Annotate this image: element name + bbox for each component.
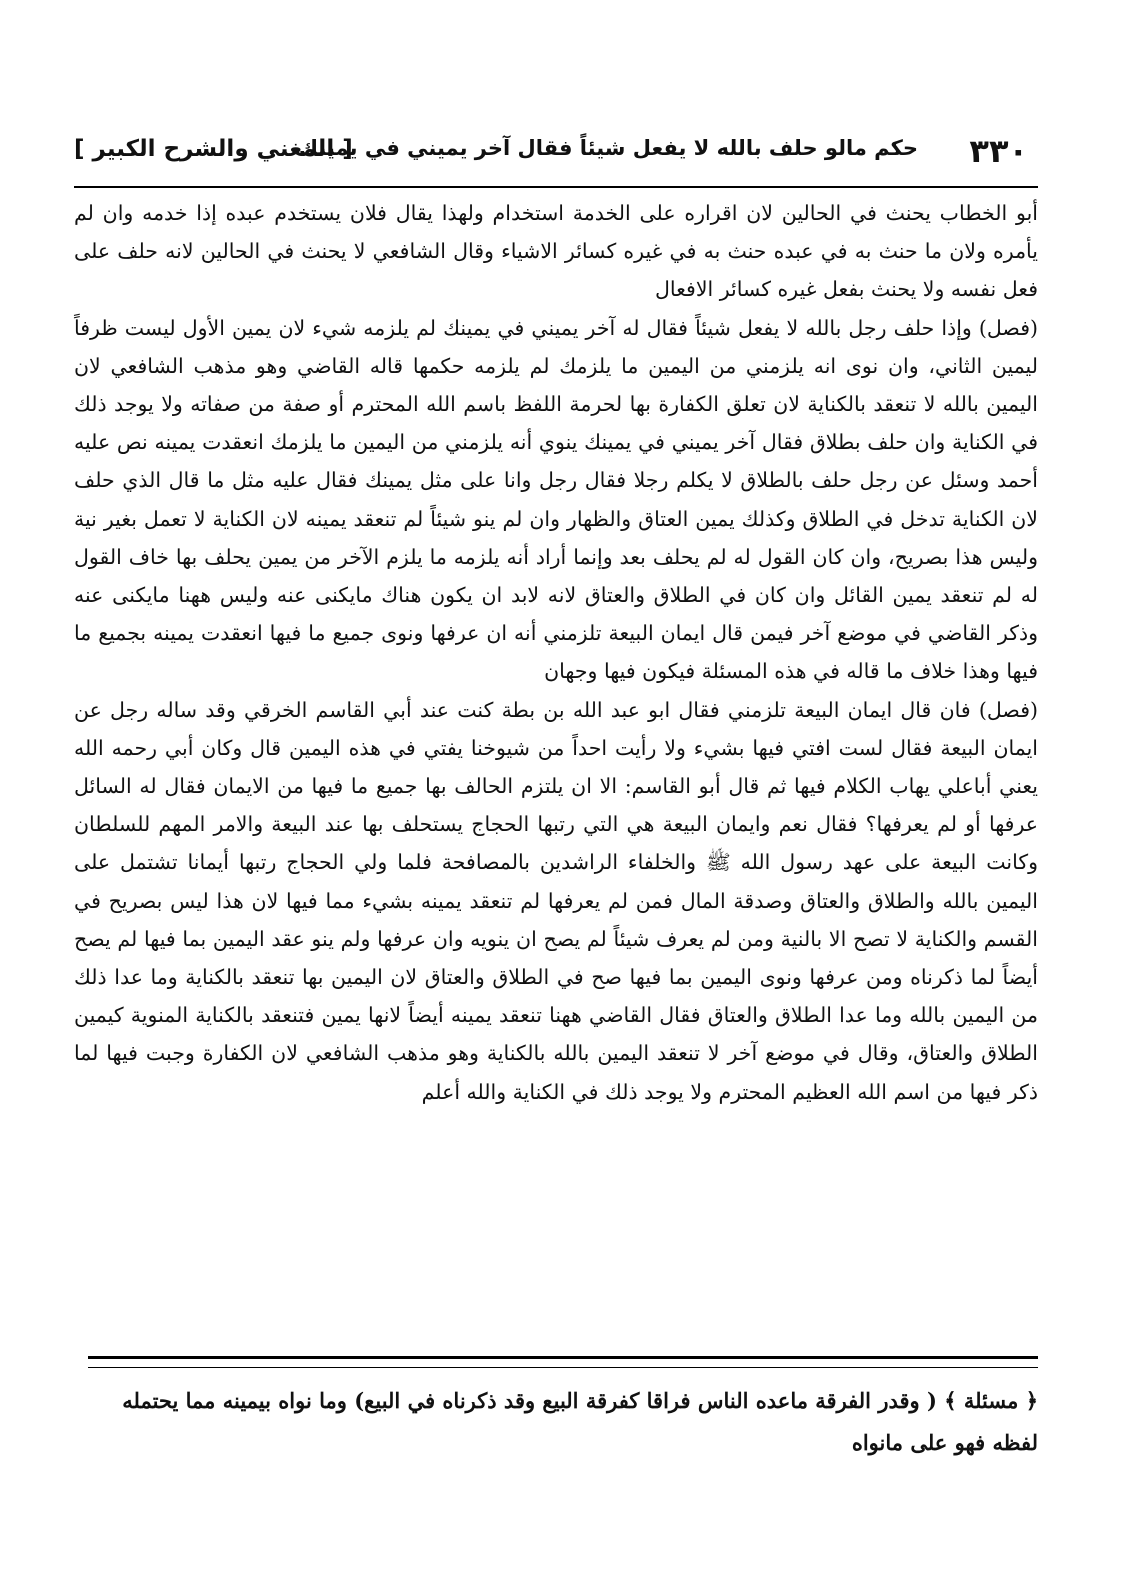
page-header [74, 126, 1038, 188]
paragraph-2: (فصل) وإذا حلف رجل بالله لا يفعل شيئاً فقال له آخر يميني في يمينك لم يلزمه شيء لان يمين الأول ليست ظرفاً ليمين الثاني، وان نوى انه يلزمني من اليمين ما يلزمك لم يلزمه حكمها قاله القاضي وهو مذهب الشافعي لان اليمين بالله لا تنعقد بالكناية لان تعلق الكفارة بها لحرمة اللفظ باسم الله المحترم أو صفة من صفاته ولا يوجد ذلك في الكناية وان حلف بطلاق فقال آخر يميني في يمينك ينوي أنه يلزمني من اليمين ما يلزمك انعقدت يمينه نص عليه أحمد وسئل عن رجل حلف بالطلاق لا يكلم رجلا فقال رجل وانا على مثل يمينك فقال عليه مثل ما قال الذي حلف لان الكناية تدخل في الطلاق وكذلك يمين العتاق والظهار وان لم ينو شيئاً لم تنعقد يمينه لان الكناية لا تعمل بغير نية وليس هذا بصريح، وان كان القول له لم يحلف بعد وإنما أراد أنه يلزمه ما يلزم الآخر من يمين يحلف بها خاف القول له لم تنعقد يمين القائل وان كان في الطلاق والعتاق لانه لابد ان يكون هناك مايكنى عنه وليس ههنا مايكنى عنه وذكر القاضي في موضع آخر فيمن قال ايمان البيعة تلزمني أنه ان عرفها ونوى جميع ما فيها انعقدت يمينه بجميع ما فيها وهذا خلاف ما قاله في هذه المسئلة فيكون فيها وجهان [74, 315, 1038, 684]
masala-text: ( وقدر الفرقة ماعده الناس فراقا كفرقة البيع وقد ذكرناه في البيع) وما نواه بيمينه مما يحتمله لفظه فهو على مانواه [122, 1388, 1038, 1455]
masala-section [74, 1380, 1038, 1464]
masala-paragraph [74, 1380, 1038, 1464]
section-divider [88, 1356, 1038, 1368]
paragraph-3: (فصل) فان قال ايمان البيعة تلزمني فقال ابو عبد الله بن بطة كنت عند أبي القاسم الخرقي وقد ساله رجل عن ايمان البيعة فقال لست افتي فيها بشيء ولا رأيت احداً من شيوخنا يفتي في هذه اليمين قال وكان أبي رحمه الله يعني أباعلي يهاب الكلام فيها ثم قال أبو القاسم: الا ان يلتزم الحالف بها جميع ما فيها من الايمان فقال له السائل عرفها أو لم يعرفها؟ فقال نعم وايمان البيعة هي التي رتبها الحجاج يستحلف بها عند البيعة والامر المهم للسلطان وكانت البيعة على عهد رسول الله ﷺ والخلفاء الراشدين بالمصافحة فلما ولي الحجاج رتبها أيمانا تشتمل على اليمين بالله والطلاق والعتاق وصدقة المال فمن لم يعرفها لم تنعقد يمينه بشيء مما فيها لان هذا ليس بصريح في القسم والكناية لا تصح الا بالنية ومن لم يعرف شيئاً لم يصح ان ينويه وان عرفها ولم ينو عقد اليمين بما فيها لم يصح أيضاً لما ذكرناه ومن عرفها ونوى اليمين بما فيها صح في الطلاق والعتاق لان اليمين بها تنعقد بالكناية وما عدا ذلك من اليمين بالله وما عدا الطلاق والعتاق فقال القاضي ههنا تنعقد يمينه أيضاً لانها يمين فتنعقد بالكناية المنوية كيمين الطلاق والعتاق، وقال في موضع آخر لا تنعقد اليمين بالله بالكناية وهو مذهب الشافعي لان الكفارة وجبت فيها لما ذكر فيها من اسم الله العظيم المحترم ولا يوجد ذلك في الكناية والله أعلم [74, 697, 1038, 1104]
book-title: [ المغني والشرح الكبير ] [74, 136, 353, 162]
running-title: حكم مالو حلف بالله لا يفعل شيئاً فقال آخر يميني في يمينك [298, 136, 918, 160]
masala-label: ﴿ مسئلة ﴾ [944, 1388, 1038, 1413]
page-number: ٣٣٠ [969, 132, 1028, 170]
main-text [74, 194, 1038, 1111]
paragraph-1: أبو الخطاب يحنث في الحالين لان اقراره على الخدمة استخدام ولهذا يقال فلان يستخدم عبده إذا خدمه وان لم يأمره ولان ما حنث به في عبده حنث به في غيره كسائر الاشياء وقال الشافعي لا يحنث في الحالين لانه حلف على فعل نفسه ولا يحنث بفعل غيره كسائر الافعال [74, 201, 1038, 302]
